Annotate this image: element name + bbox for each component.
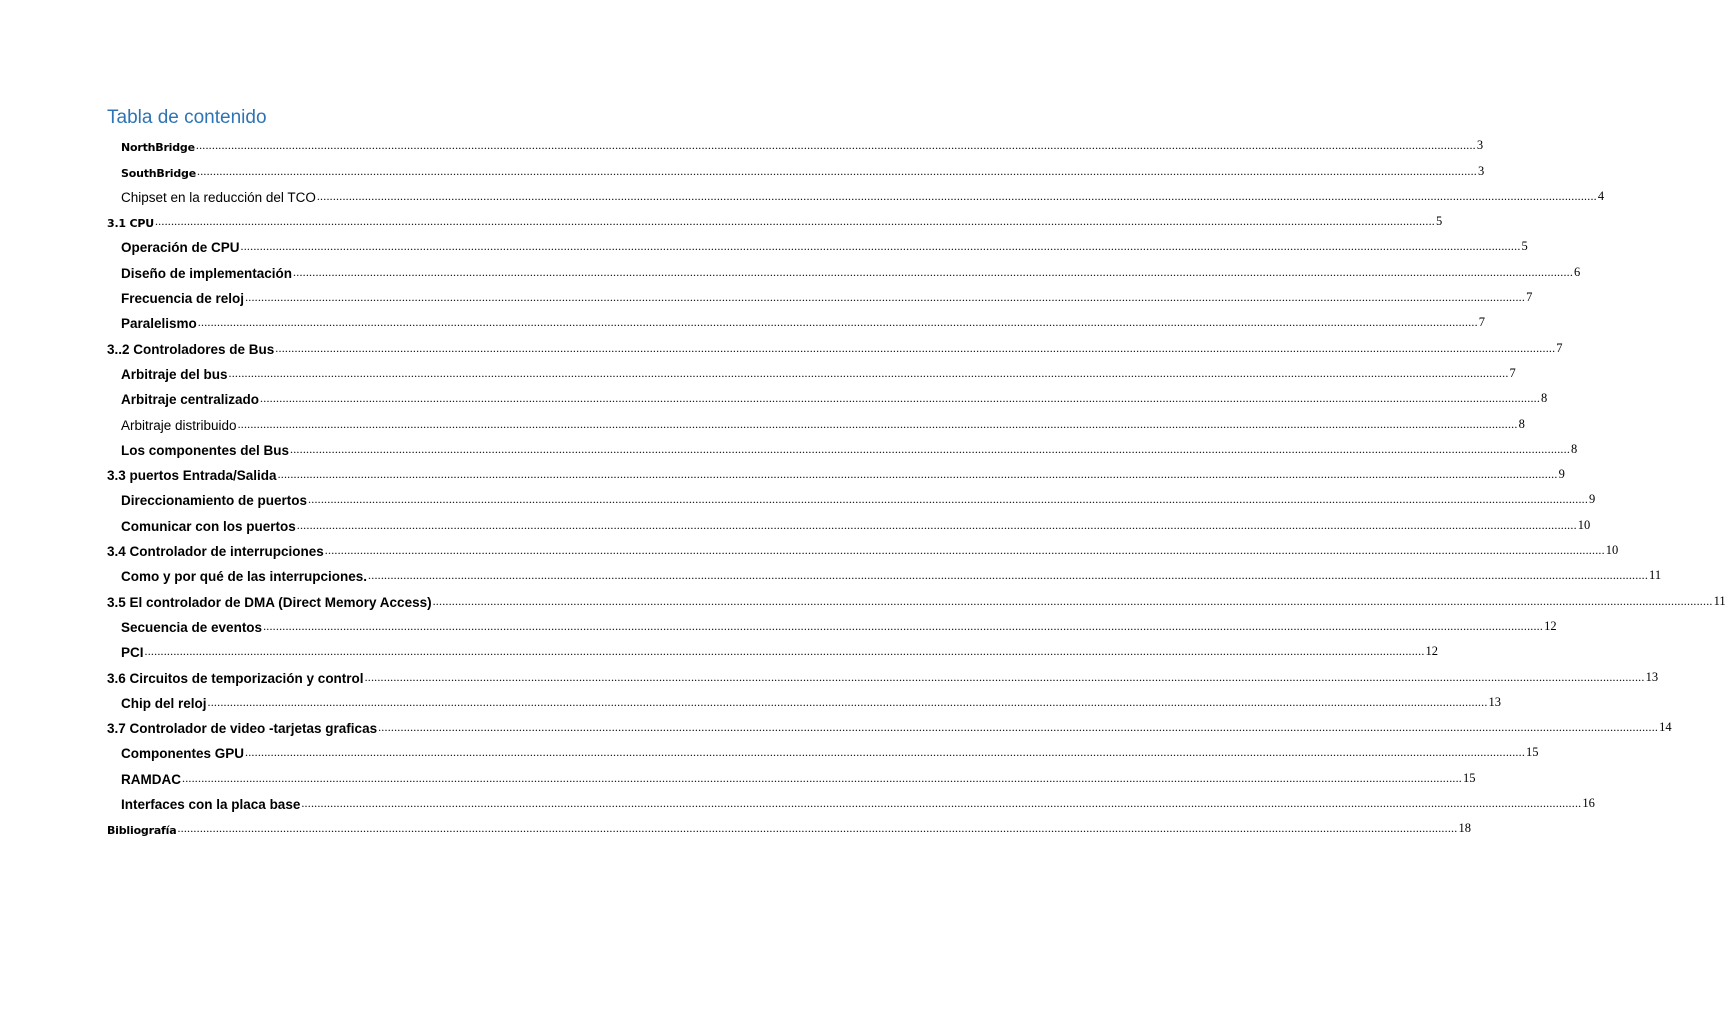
toc-dot-leader: ................................................................................................................................................................................................................................................................................................................................................................................................................ bbox=[296, 517, 1577, 532]
toc-page-number: 13 bbox=[1645, 669, 1659, 684]
toc-entry-arbitraje-distribuido[interactable] bbox=[0, 409, 1525, 434]
toc-dot-leader: ................................................................................................................................................................................................................................................................................................................................................................................................................ bbox=[197, 163, 1477, 178]
toc-entry-operacion-cpu[interactable] bbox=[0, 232, 1528, 257]
toc-entry-interfaces-placa[interactable] bbox=[0, 789, 1595, 814]
toc-dot-leader: ................................................................................................................................................................................................................................................................................................................................................................................................................ bbox=[207, 694, 1488, 709]
toc-entry-3-4-interrupciones[interactable] bbox=[0, 536, 1619, 561]
toc-entry-comunicar-puertos[interactable] bbox=[0, 510, 1591, 535]
toc-dot-leader: ................................................................................................................................................................................................................................................................................................................................................................................................................ bbox=[245, 290, 1526, 305]
toc-entry-paralelismo[interactable] bbox=[0, 308, 1486, 333]
toc-entry-northbridge[interactable] bbox=[0, 131, 1484, 156]
toc-page-number: 16 bbox=[1582, 796, 1595, 811]
toc-dot-leader: ................................................................................................................................................................................................................................................................................................................................................................................................................ bbox=[368, 568, 1649, 583]
toc-entry-label: Chip del reloj bbox=[121, 695, 207, 711]
toc-entry-label: Direccionamiento de puertos bbox=[121, 493, 308, 509]
toc-dot-leader: ................................................................................................................................................................................................................................................................................................................................................................................................................ bbox=[432, 593, 1713, 608]
toc-page-number: 9 bbox=[1589, 492, 1596, 507]
toc-entry-secuencia-eventos[interactable] bbox=[0, 612, 1557, 637]
toc-entry-label: RAMDAC bbox=[121, 771, 181, 787]
toc-dot-leader: ................................................................................................................................................................................................................................................................................................................................................................................................................ bbox=[245, 745, 1526, 760]
toc-entry-3-5-dma[interactable] bbox=[0, 586, 1726, 611]
toc-page-number: 8 bbox=[1571, 441, 1578, 456]
toc-entry-southbridge[interactable] bbox=[0, 156, 1485, 181]
toc-entry-arbitraje-centralizado[interactable] bbox=[0, 384, 1548, 409]
toc-entry-label: 3.1 CPU bbox=[107, 217, 154, 231]
toc-dot-leader: ................................................................................................................................................................................................................................................................................................................................................................................................................ bbox=[293, 264, 1574, 279]
toc-page-number: 12 bbox=[1544, 618, 1557, 633]
toc-page-number: 11 bbox=[1713, 593, 1726, 608]
toc-dot-leader: ................................................................................................................................................................................................................................................................................................................................................................................................................ bbox=[240, 239, 1521, 254]
toc-entry-chip-reloj[interactable] bbox=[0, 688, 1502, 713]
toc-entry-label: Arbitraje del bus bbox=[121, 366, 228, 382]
toc-dot-leader: ................................................................................................................................................................................................................................................................................................................................................................................................................ bbox=[378, 720, 1659, 735]
toc-entry-arbitraje-bus[interactable] bbox=[0, 359, 1516, 384]
toc-dot-leader: ................................................................................................................................................................................................................................................................................................................................................................................................................ bbox=[228, 365, 1509, 380]
toc-entry-chipset-tco[interactable] bbox=[0, 182, 1605, 207]
toc-entry-label: Operación de CPU bbox=[121, 240, 240, 256]
toc-entry-pci[interactable] bbox=[0, 637, 1439, 662]
toc-page-number: 5 bbox=[1521, 239, 1528, 254]
toc-page-number: 14 bbox=[1659, 720, 1672, 735]
toc-entry-3-6-circuitos[interactable] bbox=[0, 662, 1659, 687]
toc-entry-label: NorthBridge bbox=[121, 141, 195, 155]
toc-dot-leader: ................................................................................................................................................................................................................................................................................................................................................................................................................ bbox=[237, 416, 1518, 431]
toc-entry-ramdac[interactable] bbox=[0, 763, 1476, 788]
toc-dot-leader: ................................................................................................................................................................................................................................................................................................................................................................................................................ bbox=[275, 340, 1556, 355]
toc-page-number: 8 bbox=[1518, 416, 1525, 431]
toc-dot-leader: ................................................................................................................................................................................................................................................................................................................................................................................................................ bbox=[197, 315, 1478, 330]
toc-entry-3-3-puertos[interactable] bbox=[0, 460, 1565, 485]
toc-entry-como-interrupciones[interactable] bbox=[0, 561, 1662, 586]
toc-entry-label: 3.5 El controlador de DMA (Direct Memory Access) bbox=[107, 594, 432, 610]
toc-page-number: 7 bbox=[1509, 365, 1516, 380]
toc-dot-leader: ................................................................................................................................................................................................................................................................................................................................................................................................................ bbox=[301, 796, 1582, 811]
toc-dot-leader: ................................................................................................................................................................................................................................................................................................................................................................................................................ bbox=[324, 543, 1605, 558]
toc-page-number: 3 bbox=[1478, 163, 1485, 178]
toc-page-number: 3 bbox=[1476, 138, 1484, 153]
toc-page-number: 7 bbox=[1526, 290, 1533, 305]
toc-page-number: 12 bbox=[1425, 644, 1439, 659]
toc-entry-label: Arbitraje centralizado bbox=[121, 392, 260, 408]
toc-entry-componentes-bus[interactable] bbox=[0, 435, 1578, 460]
toc-dot-leader: ................................................................................................................................................................................................................................................................................................................................................................................................................ bbox=[364, 669, 1645, 684]
toc-dot-leader: ................................................................................................................................................................................................................................................................................................................................................................................................................ bbox=[144, 644, 1425, 659]
toc-entry-label: Bibliografía bbox=[107, 824, 177, 838]
toc-dot-leader: ................................................................................................................................................................................................................................................................................................................................................................................................................ bbox=[316, 188, 1597, 203]
toc-page-number: 18 bbox=[1458, 821, 1471, 836]
toc-page-number: 9 bbox=[1558, 467, 1565, 482]
toc-entry-label: SouthBridge bbox=[121, 166, 196, 180]
toc-dot-leader: ................................................................................................................................................................................................................................................................................................................................................................................................................ bbox=[290, 441, 1571, 456]
toc-entry-label: Los componentes del Bus bbox=[121, 442, 290, 458]
toc-entry-label: Comunicar con los puertos bbox=[121, 518, 296, 534]
toc-entry-label: 3.7 Controlador de video -tarjetas graficas bbox=[107, 721, 378, 737]
toc-entry-label: Interfaces con la placa base bbox=[121, 797, 301, 813]
toc-page-number: 11 bbox=[1649, 568, 1662, 583]
toc-page-number: 7 bbox=[1478, 315, 1486, 330]
toc-entry-diseno-implementacion[interactable] bbox=[0, 257, 1581, 282]
toc-page-number: 10 bbox=[1577, 517, 1591, 532]
toc-page-number: 8 bbox=[1541, 391, 1548, 406]
toc-dot-leader: ................................................................................................................................................................................................................................................................................................................................................................................................................ bbox=[195, 138, 1476, 153]
toc-entry-bibliografia[interactable] bbox=[0, 814, 1471, 839]
toc-page-number: 15 bbox=[1463, 770, 1476, 785]
toc-entry-label: Arbitraje distribuido bbox=[121, 417, 237, 433]
toc-dot-leader: ................................................................................................................................................................................................................................................................................................................................................................................................................ bbox=[260, 391, 1541, 406]
toc-entry-direccionamiento-puertos[interactable] bbox=[0, 485, 1596, 510]
toc-entry-label: 3.3 puertos Entrada/Salida bbox=[107, 468, 277, 484]
toc-entry-label: Frecuencia de reloj bbox=[121, 291, 245, 307]
toc-entry-label: Secuencia de eventos bbox=[121, 619, 263, 635]
toc-title: Tabla de contenido bbox=[107, 107, 267, 128]
toc-entry-label: Diseño de implementación bbox=[121, 265, 293, 281]
toc-entry-label: Paralelismo bbox=[121, 316, 197, 332]
toc-page-number: 13 bbox=[1488, 694, 1502, 709]
toc-entry-componentes-gpu[interactable] bbox=[0, 738, 1539, 763]
toc-dot-leader: ................................................................................................................................................................................................................................................................................................................................................................................................................ bbox=[263, 618, 1544, 633]
toc-page-number: 5 bbox=[1435, 214, 1443, 229]
toc-dot-leader: ................................................................................................................................................................................................................................................................................................................................................................................................................ bbox=[177, 821, 1458, 836]
toc-entry-label: Componentes GPU bbox=[121, 746, 245, 762]
toc-entry-label: 3..2 Controladores de Bus bbox=[107, 341, 275, 357]
toc-page-number: 7 bbox=[1556, 340, 1563, 355]
toc-entry-3-2-controladores-bus[interactable] bbox=[0, 333, 1563, 358]
toc-page-number: 10 bbox=[1605, 543, 1619, 558]
toc-page-number: 6 bbox=[1574, 264, 1581, 279]
toc-entry-label: 3.6 Circuitos de temporización y control bbox=[107, 670, 364, 686]
toc-entry-3-1-cpu[interactable] bbox=[0, 207, 1443, 232]
toc-page-number: 15 bbox=[1526, 745, 1539, 760]
toc-dot-leader: ................................................................................................................................................................................................................................................................................................................................................................................................................ bbox=[154, 214, 1435, 229]
toc-entry-label: 3.4 Controlador de interrupciones bbox=[107, 544, 324, 560]
toc-page-number: 4 bbox=[1597, 188, 1605, 203]
toc-entry-3-7-video[interactable] bbox=[0, 713, 1672, 738]
toc-dot-leader: ................................................................................................................................................................................................................................................................................................................................................................................................................ bbox=[277, 467, 1558, 482]
toc-entry-frecuencia-reloj[interactable] bbox=[0, 283, 1533, 308]
toc-entry-label: Como y por qué de las interrupciones. bbox=[121, 569, 368, 585]
toc-dot-leader: ................................................................................................................................................................................................................................................................................................................................................................................................................ bbox=[182, 770, 1462, 785]
toc-entry-label: Chipset en la reducción del TCO bbox=[121, 189, 316, 205]
toc-list bbox=[0, 131, 1726, 839]
toc-entry-label: PCI bbox=[121, 645, 144, 661]
toc-dot-leader: ................................................................................................................................................................................................................................................................................................................................................................................................................ bbox=[308, 492, 1589, 507]
